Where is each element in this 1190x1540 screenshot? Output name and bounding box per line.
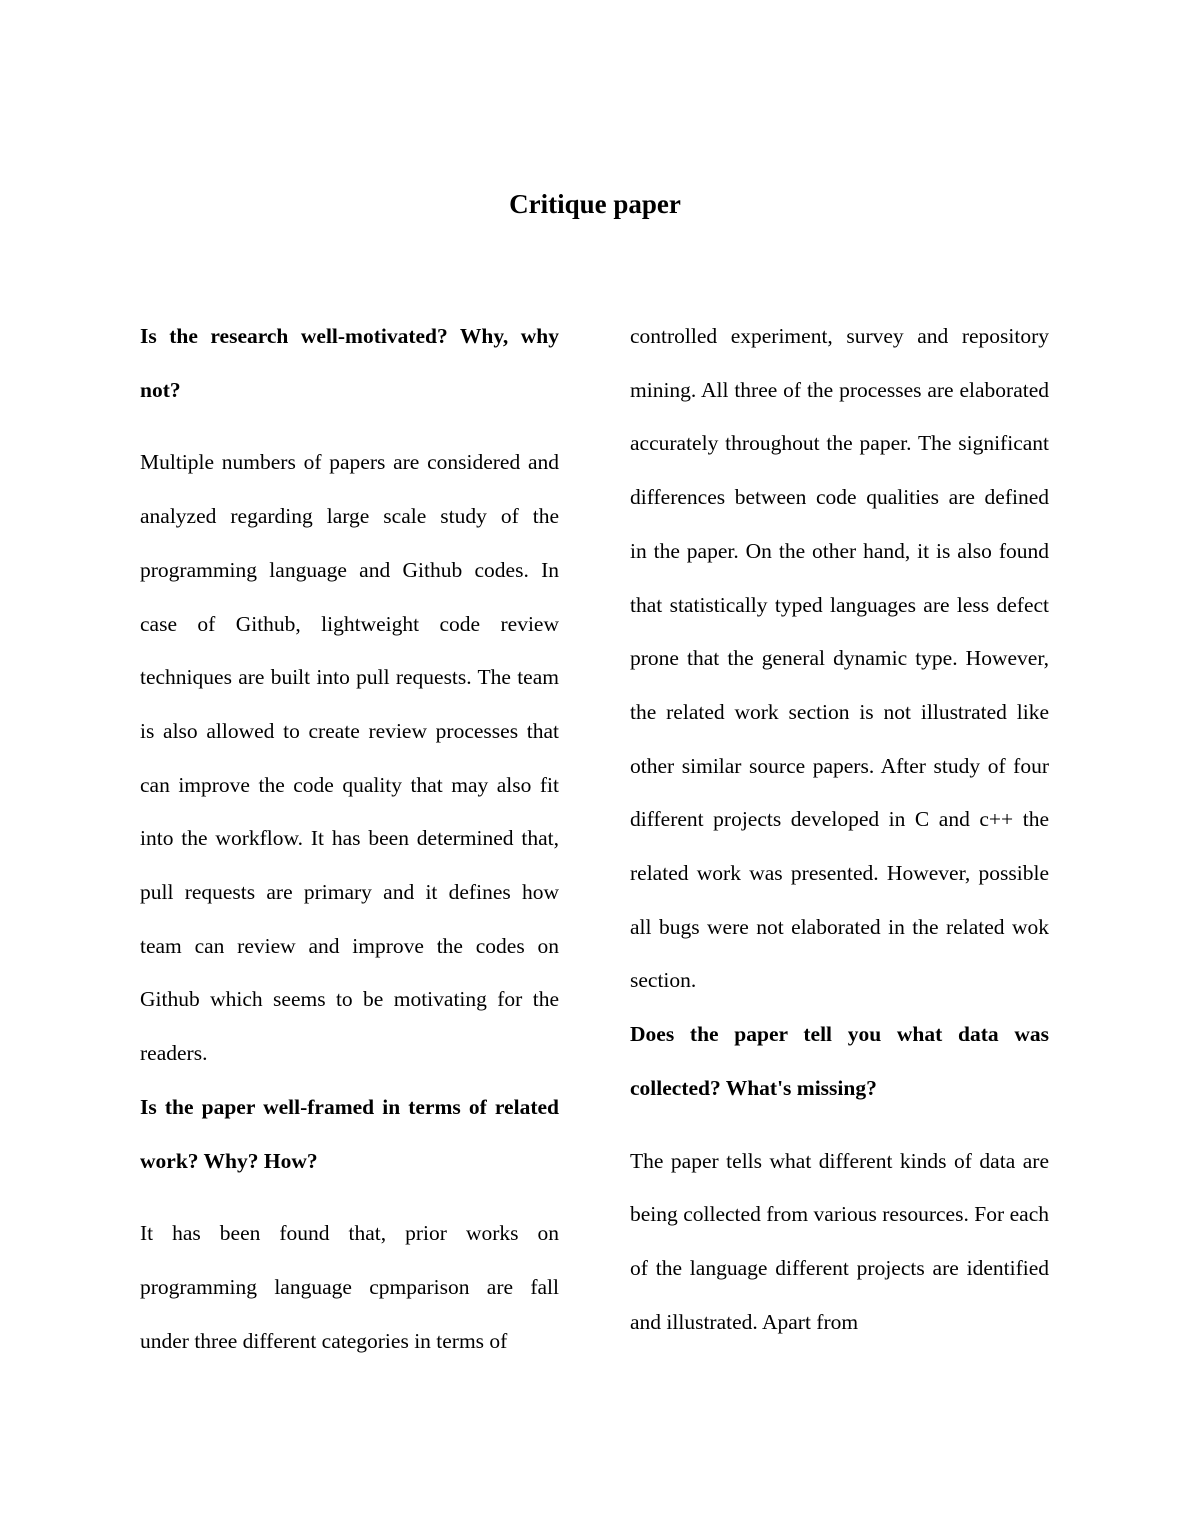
paragraph-data-collected: The paper tells what different kinds of data are being collected from various resources. For each of the language different projects are identified and illustrated. Apart from: [630, 1148, 1049, 1334]
section-heading-motivation: Is the research well-motivated? Why, why not?: [140, 324, 559, 402]
left-column: [140, 310, 559, 1368]
page-title: Critique paper: [509, 189, 681, 219]
right-column: [630, 310, 1049, 1349]
section-heading-related-work: Is the paper well-framed in terms of related work? Why? How?: [140, 1094, 559, 1173]
paragraph-related-work-continued: controlled experiment, survey and repository mining. All three of the processes are elaborated accurately throughout the paper. The significant differences between code qualities are defined in the paper. On the other hand, it is also found that statistically typed languages are less defect prone that the general dynamic type. However, the related work section is not illustrated like other similar source papers. After study of four different projects developed in C and c++ the related work was presented. However, possible all bugs were not elaborated in the related wok section.: [630, 324, 1049, 993]
section-heading-data-collected: Does the paper tell you what data was collected? What's missing?: [630, 1022, 1049, 1100]
paragraph-motivation: Multiple numbers of papers are considered and analyzed regarding large scale study of the programming language and Github codes. In case of Github, lightweight code review techniques are built into pull requests. The team is also allowed to create review processes that can improve the code quality that may also fit into the workflow. It has been determined that, pull requests are primary and it defines how team can review and improve the codes on Github which seems to be motivating for the readers.: [140, 450, 559, 1066]
paragraph-related-work: It has been found that, prior works on programming language cpmparison are fall under three different categories in terms of: [140, 1221, 559, 1353]
